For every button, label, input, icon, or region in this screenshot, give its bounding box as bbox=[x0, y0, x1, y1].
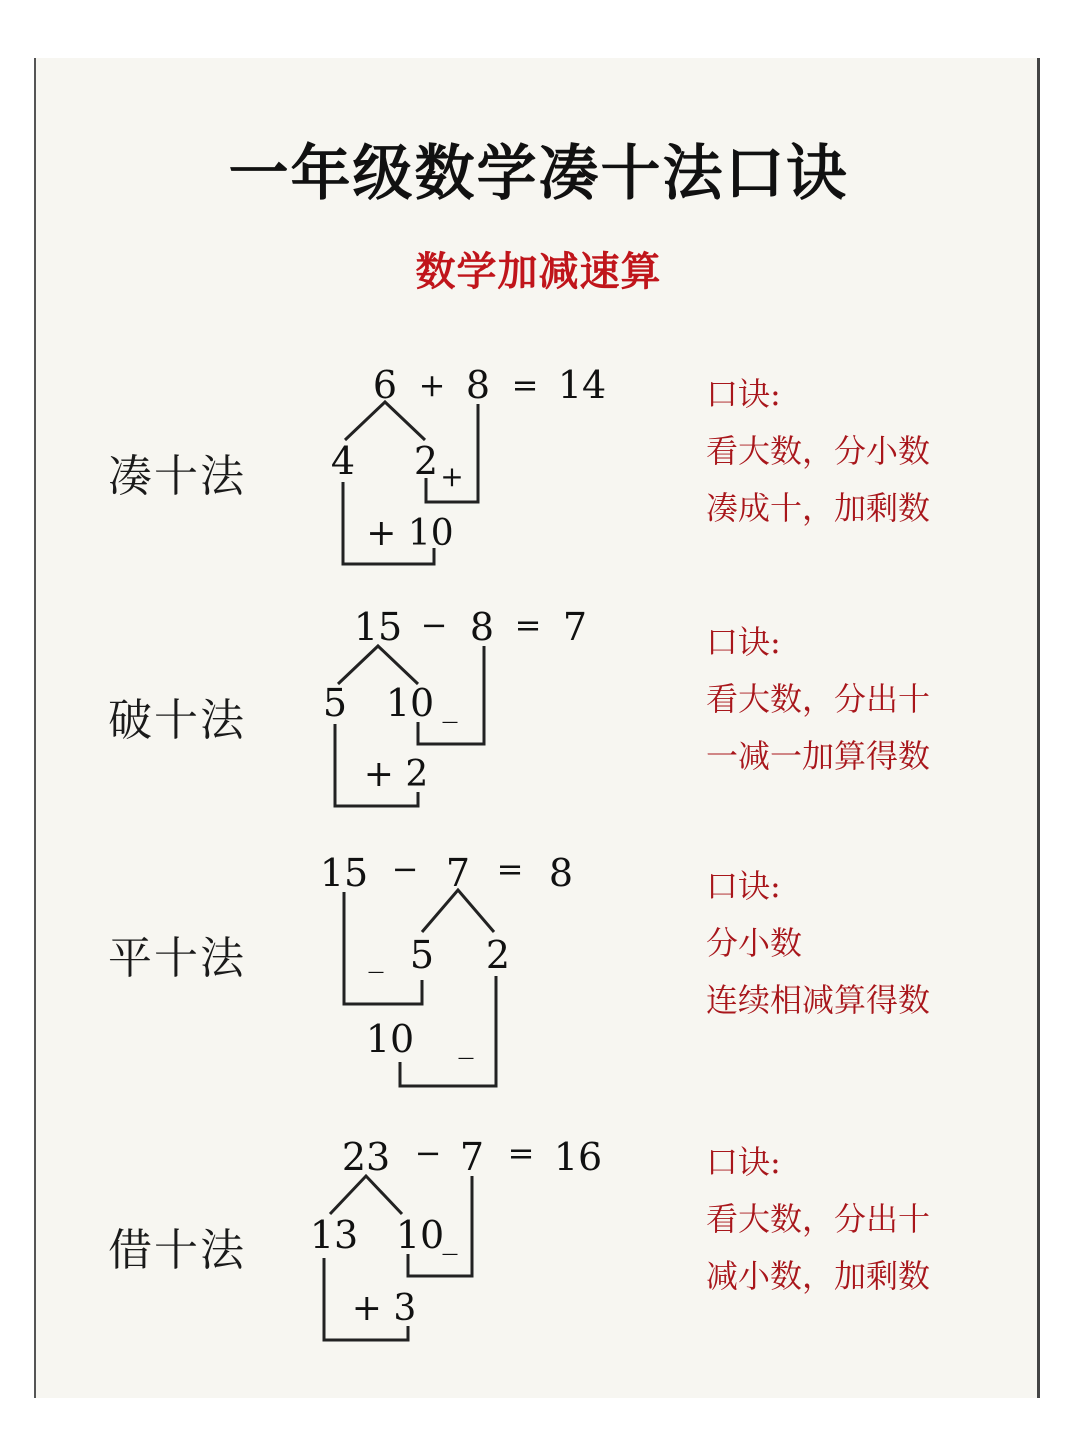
method-name-3: 平十法 bbox=[108, 933, 246, 984]
operand-b: 8 bbox=[469, 605, 495, 649]
split-left: 4 bbox=[330, 439, 356, 483]
split-right: 2 bbox=[413, 439, 439, 483]
diagram-4 bbox=[310, 1134, 602, 1340]
koujue-label: 口诀: bbox=[706, 867, 781, 905]
page-subtitle: 数学加减速算 bbox=[415, 249, 662, 295]
koujue-line: 看大数，分小数 bbox=[706, 432, 931, 470]
split-branch bbox=[422, 890, 494, 932]
operator: − bbox=[391, 850, 419, 888]
koujue-line: 减小数，加剩数 bbox=[706, 1257, 931, 1295]
koujue-line: 看大数，分出十 bbox=[706, 1200, 931, 1238]
equals: = bbox=[496, 850, 524, 888]
equals: = bbox=[507, 1134, 535, 1172]
result: 7 bbox=[562, 605, 588, 649]
split-branch bbox=[330, 1176, 402, 1214]
diagram-3 bbox=[320, 850, 573, 1086]
koujue-line: 凑成十，加剩数 bbox=[706, 489, 931, 527]
operator: − bbox=[420, 606, 448, 644]
operand-b: 8 bbox=[465, 363, 491, 407]
bottom-sum: + 10 bbox=[366, 513, 454, 554]
bottom-number: 10 bbox=[365, 1017, 415, 1061]
koujue-label: 口诀: bbox=[706, 1143, 781, 1181]
operand-a: 6 bbox=[372, 363, 398, 407]
split-branch bbox=[338, 646, 418, 684]
split-branch bbox=[345, 402, 425, 440]
koujue-line: 看大数，分出十 bbox=[706, 680, 931, 718]
split-right: 10 bbox=[385, 681, 435, 725]
koujue-label: 口诀: bbox=[706, 375, 781, 413]
method-name-4: 借十法 bbox=[108, 1225, 246, 1276]
operand-a: 23 bbox=[341, 1135, 391, 1179]
bottom-sum: + 2 bbox=[363, 754, 429, 795]
bottom-sum: + 3 bbox=[351, 1288, 417, 1329]
diagram-1 bbox=[331, 363, 606, 564]
result: 14 bbox=[557, 363, 607, 407]
inner-operator: _ bbox=[442, 689, 458, 724]
split-left: 5 bbox=[322, 681, 348, 725]
split-right: 10 bbox=[395, 1213, 445, 1257]
inner-operator: + bbox=[440, 460, 464, 493]
bottom-operator: _ bbox=[458, 1025, 474, 1060]
operand-b: 7 bbox=[445, 851, 471, 895]
diagram-2 bbox=[323, 605, 587, 806]
operand-a: 15 bbox=[353, 605, 403, 649]
split-left: 5 bbox=[409, 933, 435, 977]
koujue-line: 连续相减算得数 bbox=[706, 981, 931, 1019]
inner-operator: _ bbox=[442, 1221, 458, 1256]
split-left: 13 bbox=[309, 1213, 359, 1257]
equals: = bbox=[514, 606, 542, 644]
operand-b: 7 bbox=[459, 1135, 485, 1179]
split-right: 2 bbox=[485, 933, 511, 977]
result: 8 bbox=[548, 851, 574, 895]
page-title: 一年级数学凑十法口诀 bbox=[228, 139, 849, 209]
operand-a: 15 bbox=[319, 851, 369, 895]
bracket-outer bbox=[400, 976, 496, 1086]
operator: − bbox=[414, 1134, 442, 1172]
koujue-label: 口诀: bbox=[706, 623, 781, 661]
koujue-line: 分小数 bbox=[706, 924, 803, 962]
method-name-1: 凑十法 bbox=[108, 451, 246, 502]
inner-operator: _ bbox=[368, 939, 384, 974]
result: 16 bbox=[553, 1135, 603, 1179]
operator: + bbox=[418, 366, 446, 404]
koujue-line: 一减一加算得数 bbox=[706, 737, 931, 775]
equals: = bbox=[511, 366, 539, 404]
method-name-2: 破十法 bbox=[108, 695, 246, 746]
